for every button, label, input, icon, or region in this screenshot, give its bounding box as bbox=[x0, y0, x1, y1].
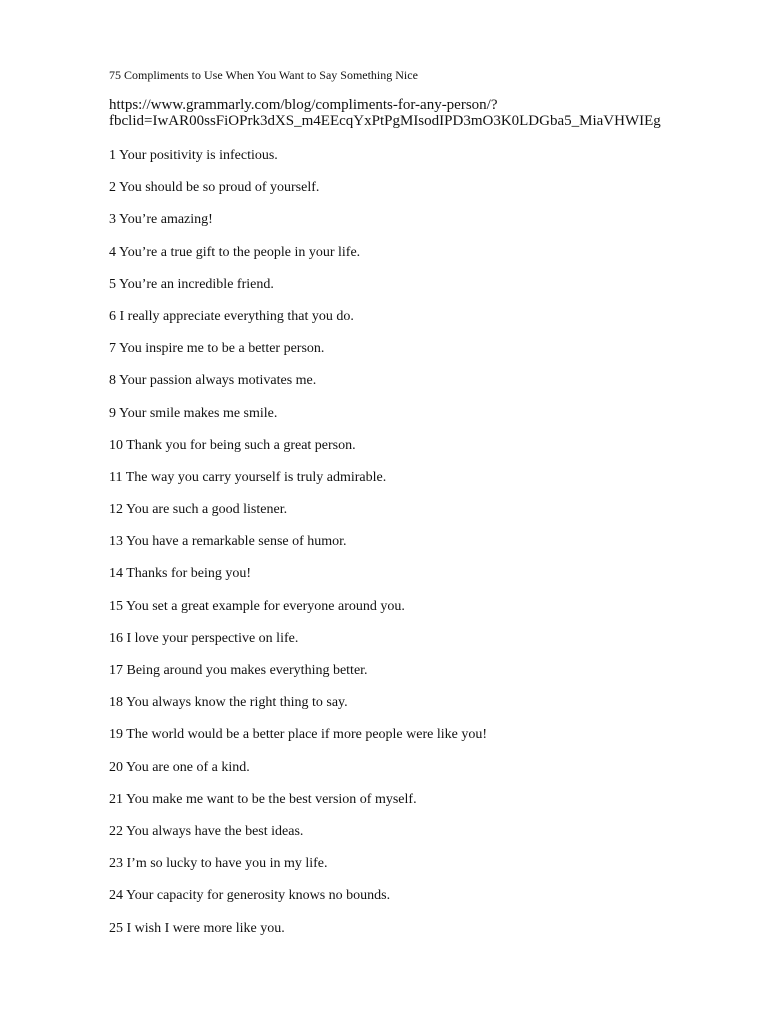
source-url[interactable] bbox=[109, 97, 661, 129]
list-item: 3 You’re amazing! bbox=[109, 212, 213, 228]
list-item: 1 Your positivity is infectious. bbox=[109, 148, 278, 163]
compliments-list bbox=[109, 147, 487, 952]
list-item: 19 The world would be a better place if more people were like you! bbox=[109, 727, 487, 743]
list-item: 18 You always know the right thing to say. bbox=[109, 695, 348, 711]
list-item: 9 Your smile makes me smile. bbox=[109, 405, 278, 421]
list-item: 8 Your passion always motivates me. bbox=[109, 373, 317, 389]
list-item: 13 You have a remarkable sense of humor. bbox=[109, 534, 347, 550]
list-item: 17 Being around you makes everything better. bbox=[109, 663, 368, 678]
list-item: 5 You’re an incredible friend. bbox=[109, 276, 274, 292]
list-item: 23 I’m so lucky to have you in my life. bbox=[109, 856, 328, 872]
list-item: 14 Thanks for being you! bbox=[109, 566, 252, 582]
list-item: 7 You inspire me to be a better person. bbox=[109, 341, 325, 357]
list-item: 25 I wish I were more like you. bbox=[109, 920, 285, 936]
list-item: 11 The way you carry yourself is truly admirable. bbox=[109, 469, 387, 485]
list-item: 20 You are one of a kind. bbox=[109, 759, 250, 775]
list-item: 22 You always have the best ideas. bbox=[109, 823, 304, 839]
list-item: 4 You’re a true gift to the people in your life. bbox=[109, 244, 361, 260]
source-url-line-2[interactable]: fbclid=IwAR00ssFiOPrk3dXS_m4EEcqYxPtPgMIsodIPD3mO3K0LDGba5_MiaVHWIEg bbox=[109, 113, 661, 129]
list-item: 12 You are such a good listener. bbox=[109, 502, 288, 518]
document-title: 75 Compliments to Use When You Want to Say Something Nice bbox=[109, 68, 418, 82]
list-item: 16 I love your perspective on life. bbox=[109, 630, 299, 646]
list-item: 21 You make me want to be the best version of myself. bbox=[109, 791, 417, 807]
list-item: 15 You set a great example for everyone around you. bbox=[109, 598, 405, 614]
list-item: 2 You should be so proud of yourself. bbox=[109, 180, 320, 196]
source-url-line-1[interactable]: https://www.grammarly.com/blog/compliments-for-any-person/? bbox=[109, 97, 498, 113]
list-item: 24 Your capacity for generosity knows no bounds. bbox=[109, 888, 391, 904]
list-item: 6 I really appreciate everything that you do. bbox=[109, 308, 354, 324]
list-item: 10 Thank you for being such a great person. bbox=[109, 437, 356, 453]
